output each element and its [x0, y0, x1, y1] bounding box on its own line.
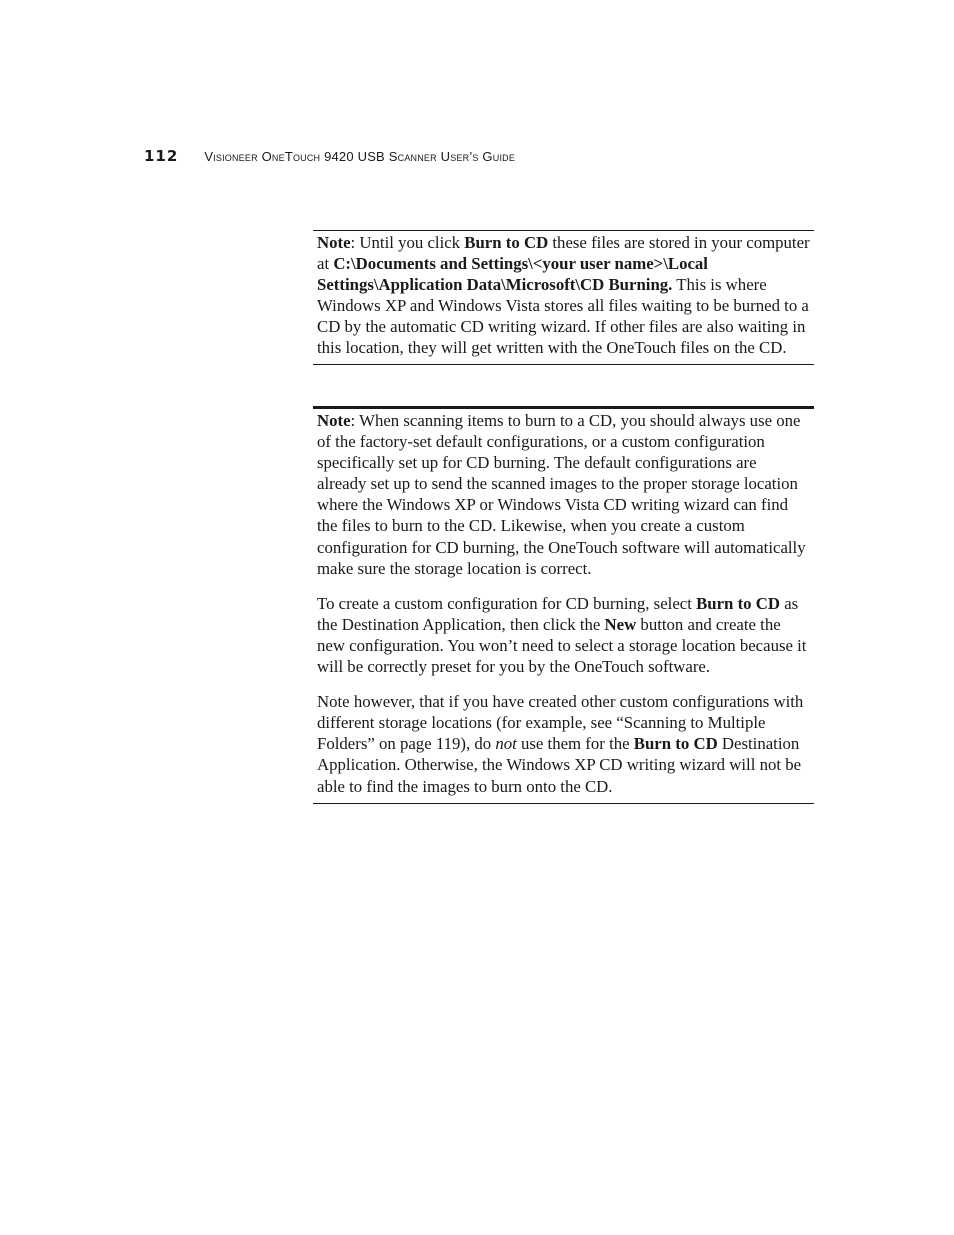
- note-paragraph: Note: Until you click Burn to CD these files are stored in your computer at C:\Documents and Settings\<your user name>\Local Settings\Application Data\Microsoft\CD Burning. This is where Windows XP and Windows Vista stores all files waiting to be burned to a CD by the automatic CD writing wizard. If other files are also waiting in this location, they will get written with the OneTouch files on the CD.: [317, 233, 810, 358]
- note-label: Note: [317, 411, 351, 430]
- burn-to-cd-term: Burn to CD: [696, 593, 780, 613]
- page-number: 112: [144, 147, 179, 165]
- burn-to-cd-term: Burn to CD: [464, 233, 549, 252]
- new-button-term: New: [604, 614, 637, 634]
- book-title: Visioneer OneTouch 9420 USB Scanner User’s Guide: [204, 149, 516, 164]
- note-label: Note: [317, 233, 351, 252]
- note-box-cd-burning-location: [313, 230, 814, 365]
- note-paragraph: Note however, that if you have created other custom configurations with different storage locations (for example, see “Scanning to Multiple Folders” on page 119), do not use them for the Burn to CD Destination Application. Otherwise, the Windows XP CD writing wizard will not be able to find the images to burn onto the CD.: [317, 692, 804, 796]
- note-box-cd-configurations: [313, 406, 814, 804]
- emphasis-not: not: [495, 734, 517, 754]
- running-header: [144, 147, 515, 165]
- folder-path: C:\Documents and Settings\<your user name>\Local Settings\Application Data\Microsoft\CD Burning.: [317, 254, 708, 295]
- note-paragraph: Note: When scanning items to burn to a CD, you should always use one of the factory-set default configurations, or a custom configuration specifically set up for CD burning. The default configurations are already set up to send the scanned images to the proper storage location where the Windows XP or Windows Vista CD writing wizard can find the files to burn to the CD. Likewise, when you create a custom configuration for CD burning, the OneTouch software will automatically make sure the storage location is correct.: [317, 411, 806, 578]
- note-paragraph: To create a custom configuration for CD burning, select Burn to CD as the Destination Application, then click the New button and create the new configuration. You won’t need to select a storage location because it will be correctly preset for you by the OneTouch software.: [317, 593, 807, 677]
- burn-to-cd-term: Burn to CD: [633, 734, 718, 754]
